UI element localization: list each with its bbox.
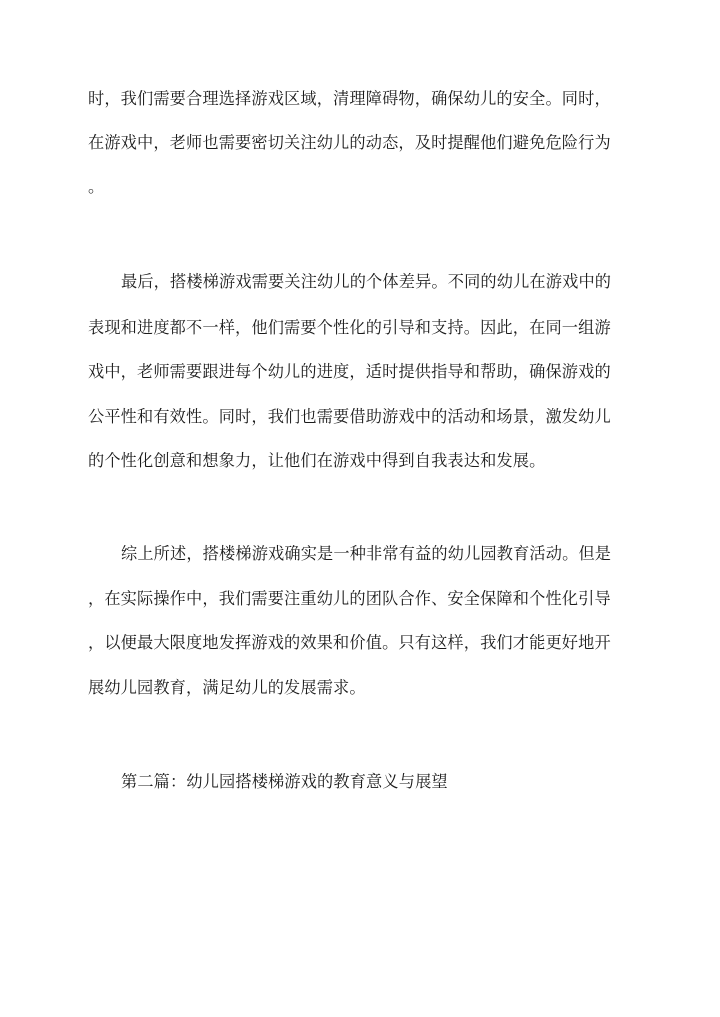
text-line: 表现和进度都不一样，他们需要个性化的引导和支持。因此，在同一组游 (88, 318, 611, 337)
text-line: 时，我们需要合理选择游戏区域，清理障碍物，确保幼儿的安全。同时， (88, 89, 611, 108)
section-heading: 第二篇：幼儿园搭楼梯游戏的教育意义与展望 (121, 772, 448, 791)
text-line: ，在实际操作中，我们需要注重幼儿的团队合作、安全保障和个性化引导 (88, 589, 611, 608)
text-line: 展幼儿园教育，满足幼儿的发展需求。 (88, 678, 366, 697)
text-line: 在游戏中，老师也需要密切关注幼儿的动态，及时提醒他们避免危险行为 (88, 133, 611, 152)
text-line: 戏中，老师需要跟进每个幼儿的进度，适时提供指导和帮助，确保游戏的 (88, 362, 611, 381)
text-line: 最后，搭楼梯游戏需要关注幼儿的个体差异。不同的幼儿在游戏中的 (121, 272, 612, 291)
text-line: ，以便最大限度地发挥游戏的效果和价值。只有这样，我们才能更好地开 (88, 633, 611, 652)
text-line: 综上所述，搭楼梯游戏确实是一种非常有益的幼儿园教育活动。但是 (121, 544, 612, 563)
text-line: 的个性化创意和想象力，让他们在游戏中得到自我表达和发展。 (88, 451, 546, 470)
text-line: 。 (88, 177, 105, 196)
text-line: 公平性和有效性。同时，我们也需要借助游戏中的活动和场景，激发幼儿 (88, 407, 611, 426)
